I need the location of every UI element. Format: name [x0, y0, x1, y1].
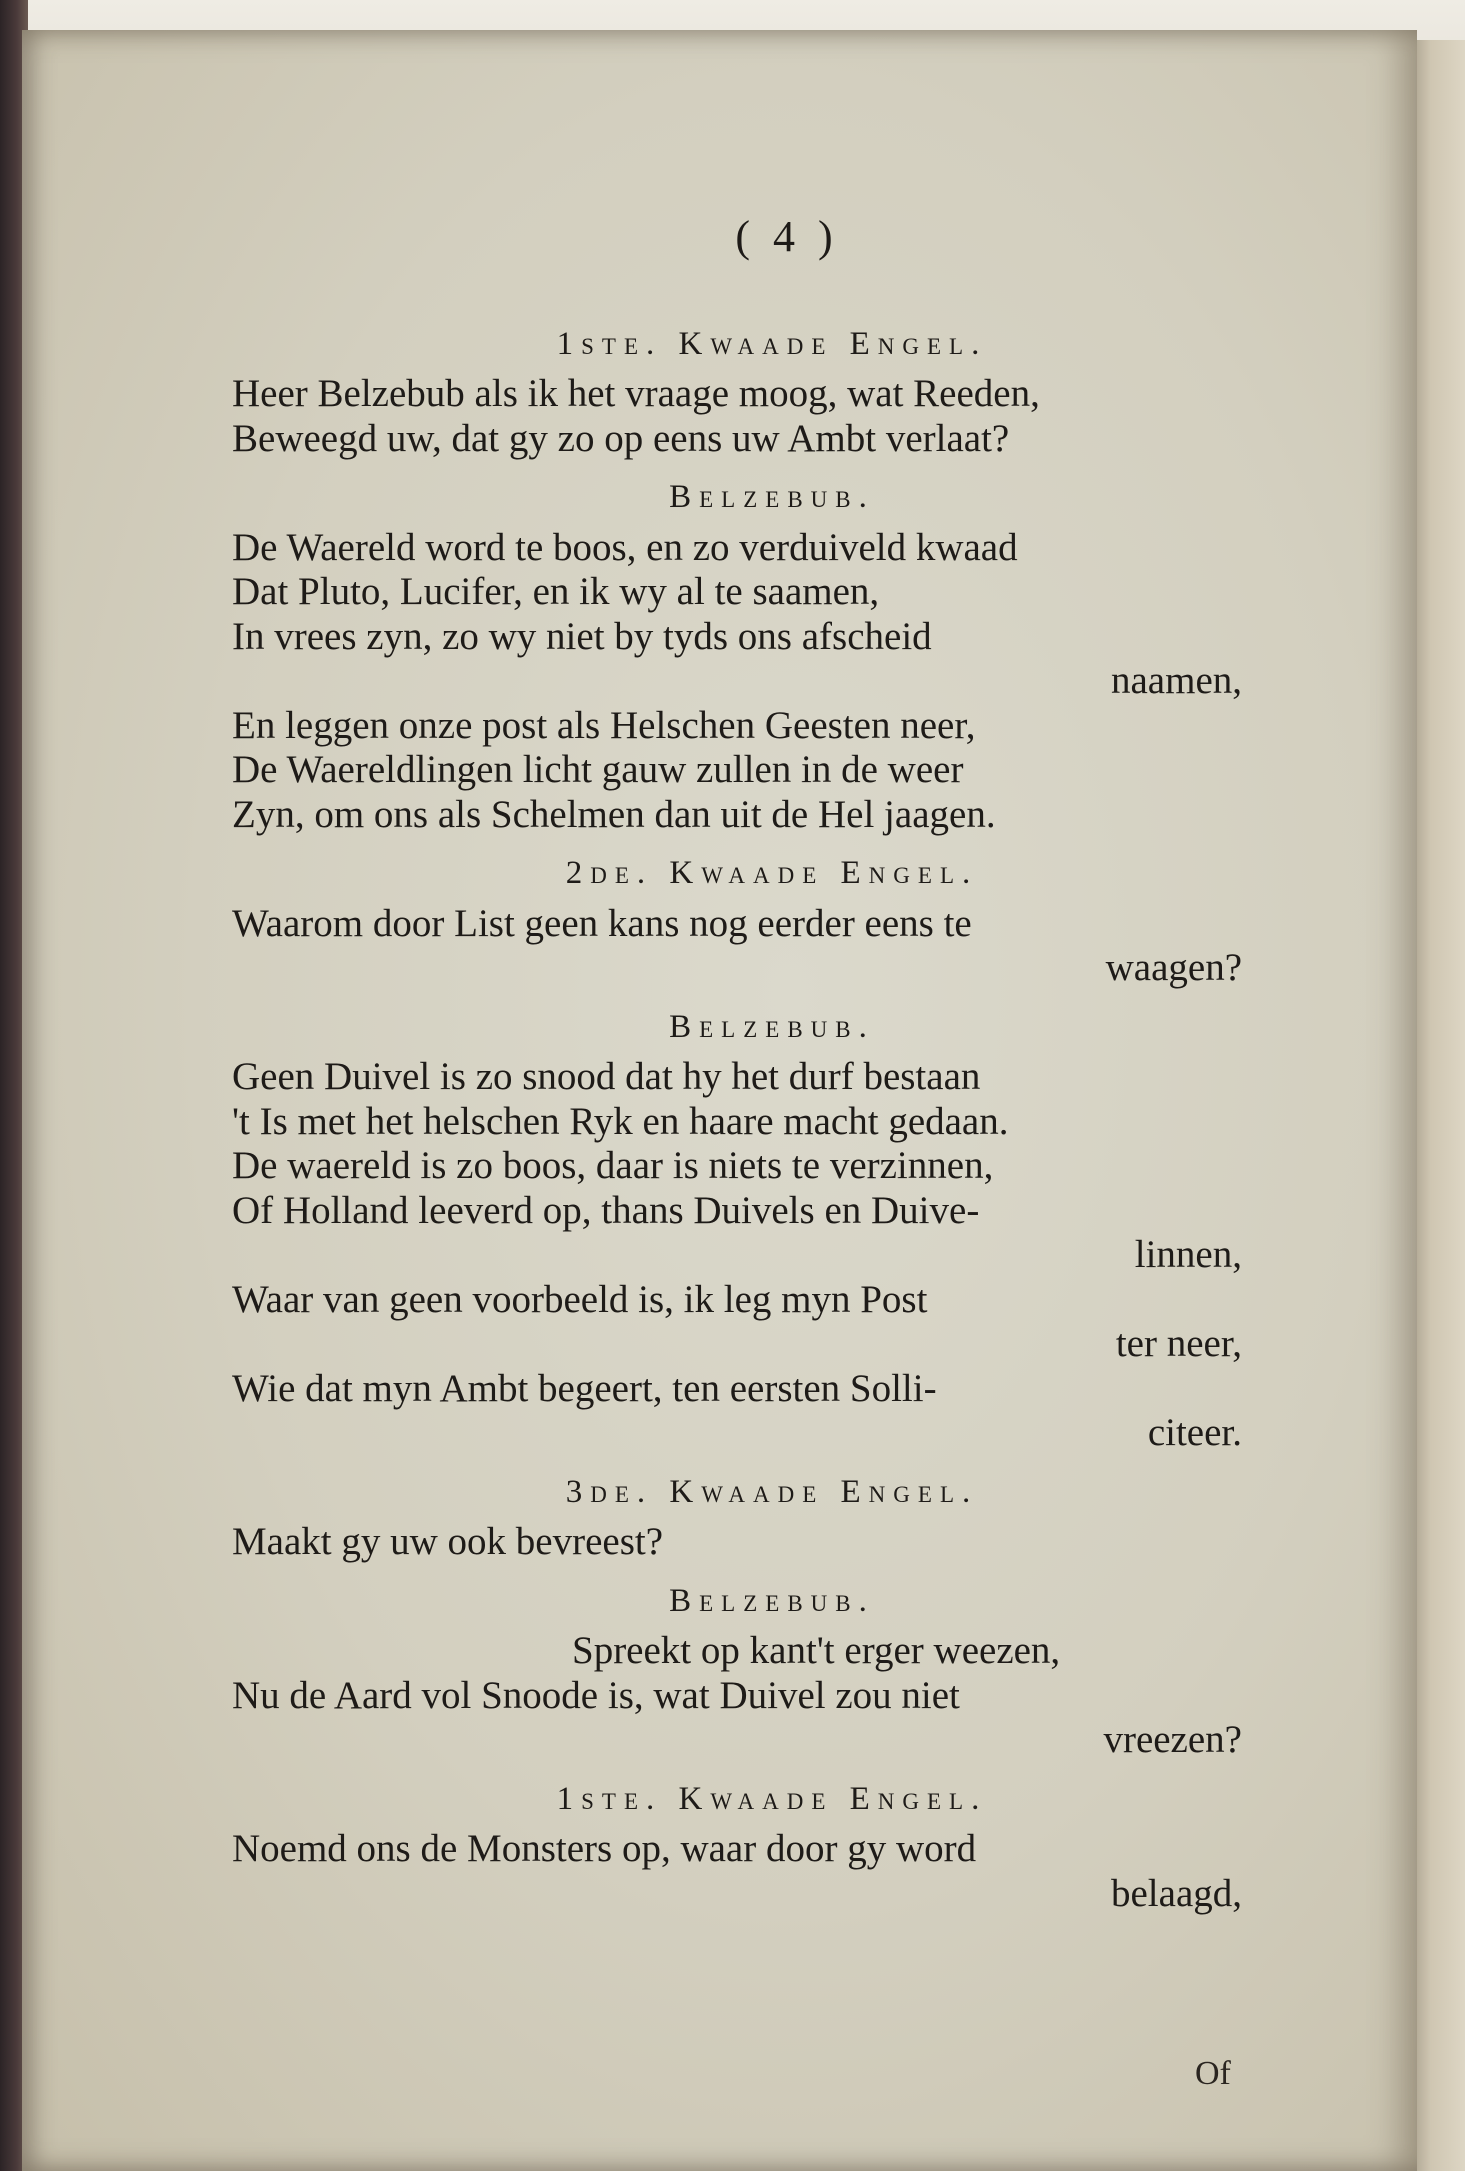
dialogue-block	[232, 322, 1312, 462]
dialogue-block	[232, 1470, 1312, 1565]
page-text	[232, 212, 1312, 1916]
verse-line: 't Is met het helschen Ryk en haare macht gedaan.	[232, 1099, 1009, 1143]
speaker-heading: 2de. Kwaade Engel.	[565, 855, 979, 891]
verse-line-continuation: naamen,	[1110, 659, 1242, 702]
dialogue-block	[232, 1579, 1312, 1763]
speaker-heading: 1ste. Kwaade Engel.	[556, 325, 988, 362]
verse-line: De waereld is zo boos, daar is niets te verzinnen,	[232, 1144, 994, 1187]
page-number: ( 4 )	[735, 212, 839, 261]
verse-line: In vrees zyn, zo wy niet by tyds ons afscheid	[232, 614, 932, 658]
verse-line: Beweegd uw, dat gy zo op eens uw Ambt verlaat?	[232, 416, 1010, 460]
verse-line: Heer Belzebub als ik het vraage moog, wat Reeden,	[232, 372, 1040, 415]
verse-line-continuation: vreezen?	[1103, 1718, 1242, 1761]
verse-line: Nu de Aard vol Snoode is, wat Duivel zou niet	[232, 1673, 960, 1717]
verse-line: Noemd ons de Monsters op, waar door gy word	[232, 1827, 977, 1870]
verse-line-continuation: citeer.	[1147, 1411, 1242, 1454]
dialogue-block	[232, 1005, 1312, 1456]
verse-line: Waarom door List geen kans nog eerder eens te	[232, 901, 972, 945]
verse-line: Maakt gy uw ook bevreest?	[232, 1520, 664, 1563]
verse-line-continuation: Spreekt op kant't erger weezen,	[572, 1629, 1061, 1672]
verse-line-continuation: belaagd,	[1110, 1871, 1242, 1915]
catchword: Of	[1195, 2055, 1231, 2092]
verse-line: Waar van geen voorbeeld is, ik leg myn Post	[232, 1277, 928, 1321]
verse-line: Wie dat myn Ambt begeert, ten eersten Solli-	[232, 1366, 937, 1410]
verse-line: En leggen onze post als Helschen Geesten neer,	[232, 703, 976, 747]
speaker-heading: 1ste. Kwaade Engel.	[556, 1780, 988, 1817]
speaker-heading: Belzebub.	[669, 1008, 875, 1045]
speaker-heading: Belzebub.	[669, 1582, 875, 1619]
verse-line: Zyn, om ons als Schelmen dan uit de Hel jaagen.	[232, 792, 996, 836]
verse-line: Of Holland leeverd op, thans Duivels en Duive-	[232, 1188, 980, 1232]
verse-line-continuation: ter neer,	[1115, 1322, 1242, 1365]
verse-line: Geen Duivel is zo snood dat hy het durf bestaan	[232, 1055, 981, 1098]
verse-line: Dat Pluto, Lucifer, en ik wy al te saamen,	[232, 570, 880, 613]
verse-line-continuation: waagen?	[1105, 946, 1242, 989]
verse-line: De Waereldlingen licht gauw zullen in de weer	[232, 748, 964, 791]
verse-line-continuation: linnen,	[1134, 1233, 1242, 1276]
speaker-heading: Belzebub.	[669, 479, 875, 515]
dialogue-block	[232, 851, 1312, 991]
dialogue-block	[232, 475, 1312, 837]
dialogue-block	[232, 1777, 1312, 1917]
verse-line: De Waereld word te boos, en zo verduiveld kwaad	[232, 525, 1018, 569]
speaker-heading: 3de. Kwaade Engel.	[565, 1473, 979, 1510]
